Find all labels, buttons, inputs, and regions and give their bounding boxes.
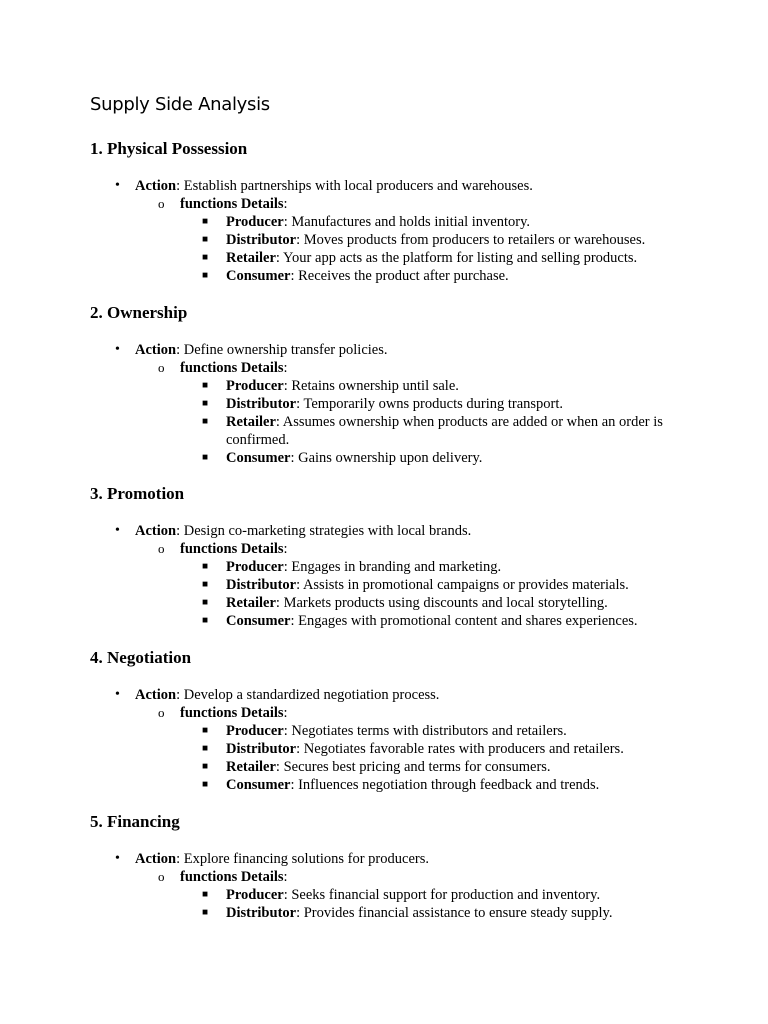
bullet-square-icon: ■: [202, 597, 209, 608]
list-item: ■ Retailer: Your app acts as the platform for listing and selling products.: [202, 250, 638, 266]
list-item: ■ Consumer: Gains ownership upon delivery.: [202, 450, 483, 466]
bullet-square-icon: ■: [202, 743, 209, 754]
list-item: ■ Producer: Seeks financial support for production and inventory.: [202, 887, 601, 903]
list-item: ■ Consumer: Receives the product after purchase.: [202, 268, 509, 284]
bullet-dot-icon: •: [115, 851, 120, 866]
bullet-square-icon: ■: [202, 779, 209, 790]
details-item: o functions Details:: [158, 869, 288, 885]
bullet-square-icon: ■: [202, 398, 209, 409]
details-item: o functions Details:: [158, 196, 288, 212]
bullet-square-icon: ■: [202, 216, 209, 227]
list-item: ■ Distributor: Negotiates favorable rates with producers and retailers.: [202, 741, 624, 757]
bullet-circle-icon: o: [158, 360, 165, 375]
list-item: ■ Distributor: Assists in promotional campaigns or provides materials.: [202, 577, 629, 593]
list-item: ■ Producer: Manufactures and holds initial inventory.: [202, 214, 531, 230]
bullet-square-icon: ■: [202, 907, 209, 918]
bullet-dot-icon: •: [115, 523, 120, 538]
bullet-dot-icon: •: [115, 178, 120, 193]
bullet-square-icon: ■: [202, 579, 209, 590]
bullet-square-icon: ■: [202, 889, 209, 900]
list-item: ■ Producer: Engages in branding and marketing.: [202, 559, 502, 575]
bullet-square-icon: ■: [202, 270, 209, 281]
bullet-circle-icon: o: [158, 541, 165, 556]
bullet-circle-icon: o: [158, 196, 165, 211]
list-item: ■ Distributor: Provides financial assistance to ensure steady supply.: [202, 905, 613, 921]
bullet-circle-icon: o: [158, 705, 165, 720]
details-item: o functions Details:: [158, 360, 288, 376]
bullet-square-icon: ■: [202, 416, 209, 427]
section-heading: 3. Promotion: [90, 484, 185, 503]
list-item: ■ Retailer: Secures best pricing and terms for consumers.: [202, 759, 551, 775]
list-item: ■ Consumer: Engages with promotional content and shares experiences.: [202, 613, 638, 629]
bullet-square-icon: ■: [202, 761, 209, 772]
bullet-square-icon: ■: [202, 615, 209, 626]
bullet-square-icon: ■: [202, 234, 209, 245]
bullet-circle-icon: o: [158, 869, 165, 884]
bullet-square-icon: ■: [202, 380, 209, 391]
bullet-dot-icon: •: [115, 342, 120, 357]
section-heading: 5. Financing: [90, 812, 180, 831]
bullet-dot-icon: •: [115, 687, 120, 702]
action-item: • Action: Develop a standardized negotiation process.: [115, 687, 440, 703]
bullet-square-icon: ■: [202, 452, 209, 463]
list-item: ■ Retailer: Assumes ownership when products are added or when an order is confirmed.: [202, 414, 663, 448]
list-item: ■ Retailer: Markets products using discounts and local storytelling.: [202, 595, 608, 611]
section-heading: 4. Negotiation: [90, 648, 192, 667]
action-item: • Action: Explore financing solutions for producers.: [115, 851, 429, 867]
action-item: • Action: Establish partnerships with local producers and warehouses.: [115, 178, 533, 194]
action-item: • Action: Define ownership transfer policies.: [115, 342, 388, 358]
section-heading: 2. Ownership: [90, 303, 188, 322]
list-item: ■ Producer: Retains ownership until sale.: [202, 378, 459, 394]
details-item: o functions Details:: [158, 705, 288, 721]
bullet-square-icon: ■: [202, 561, 209, 572]
list-item: ■ Consumer: Influences negotiation through feedback and trends.: [202, 777, 600, 793]
details-item: o functions Details:: [158, 541, 288, 557]
bullet-square-icon: ■: [202, 252, 209, 263]
list-item: ■ Distributor: Temporarily owns products during transport.: [202, 396, 564, 412]
document-title: Supply Side Analysis: [90, 94, 270, 115]
bullet-square-icon: ■: [202, 725, 209, 736]
action-item: • Action: Design co-marketing strategies with local brands.: [115, 523, 472, 539]
section-heading: 1. Physical Possession: [90, 139, 248, 158]
list-item: ■ Producer: Negotiates terms with distributors and retailers.: [202, 723, 567, 739]
list-item: ■ Distributor: Moves products from producers to retailers or warehouses.: [202, 232, 646, 248]
